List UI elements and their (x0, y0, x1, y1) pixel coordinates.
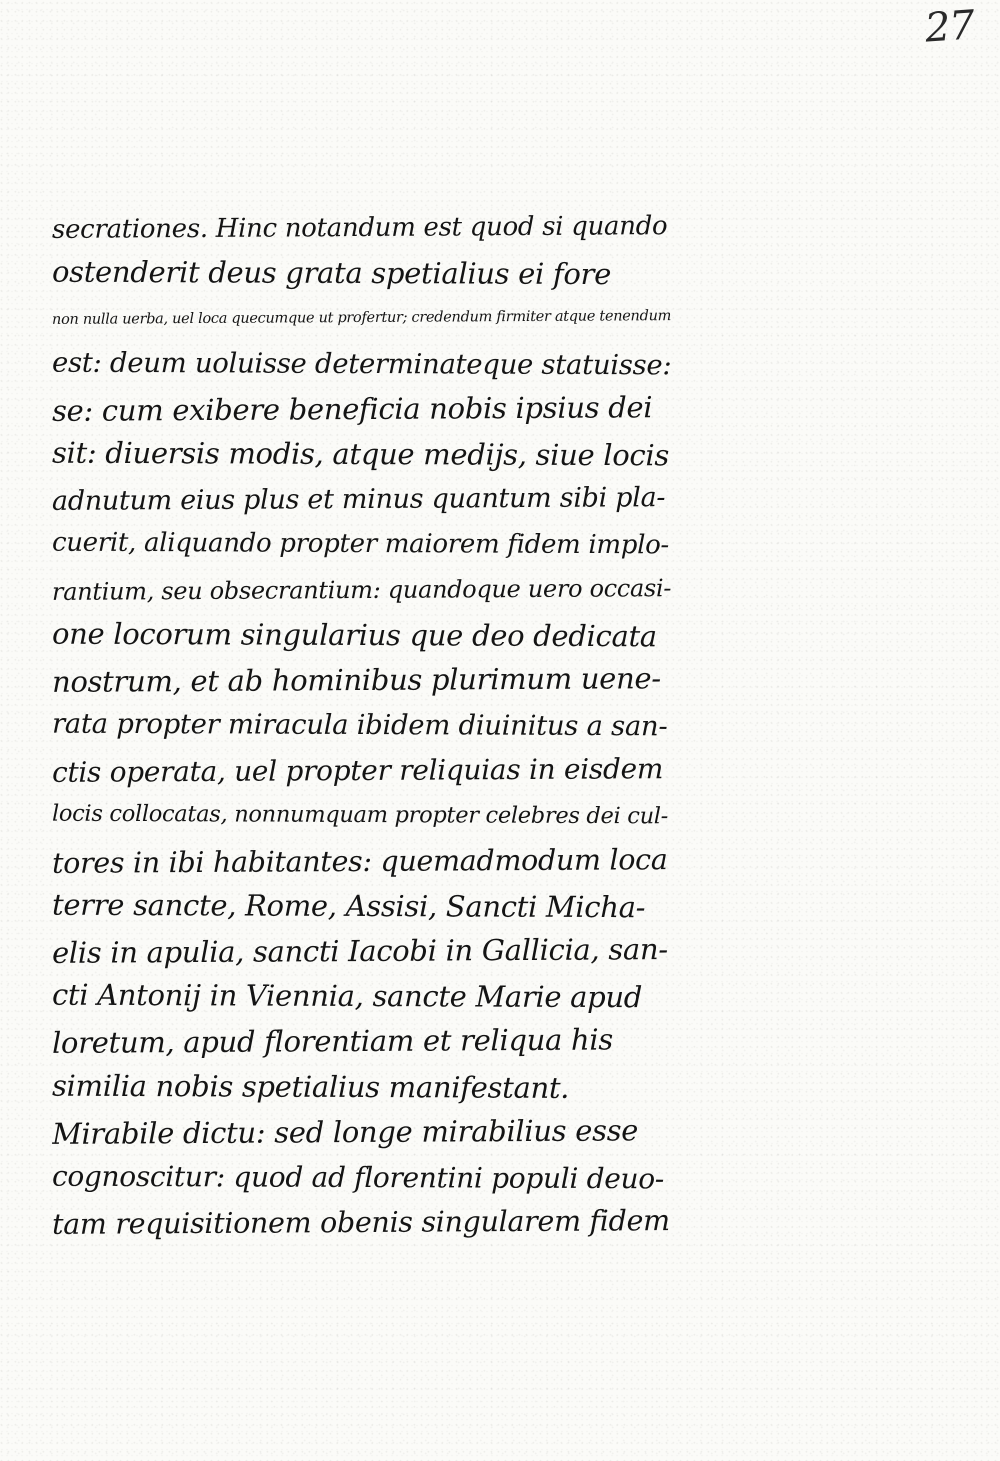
manuscript-line: sit: diuersis modis, atque medijs, siue locis (51, 435, 670, 473)
manuscript-line: elis in apulia, sancti Iacobi in Gallicia, san- (51, 932, 668, 970)
manuscript-line: est: deum uoluisse determinateque statuisse: (51, 346, 672, 381)
manuscript-line: nostrum, et ab hominibus plurimum uene- (51, 661, 661, 699)
folio-number: 27 (923, 2, 976, 52)
manuscript-line: similia nobis spetialius manifestant. (51, 1068, 570, 1105)
manuscript-line: cti Antonij in Viennia, sancte Marie apud (51, 977, 643, 1015)
manuscript-line: rantium, seu obsecrantium: quandoque uero occasi- (51, 573, 672, 606)
manuscript-line: se: cum exibere beneficia nobis ipsius dei (51, 389, 653, 428)
manuscript-line: cognoscitur: quod ad florentini populi deuo- (51, 1159, 665, 1196)
manuscript-line: non nulla uerba, uel loca quecumque ut profertur; credendum firmiter atque tenendum (51, 308, 672, 329)
manuscript-line: ctis operata, uel propter reliquias in eisdem (51, 752, 664, 790)
manuscript-line: locis collocatas, nonnumquam propter celebres dei cul- (51, 801, 669, 830)
manuscript-line: ostenderit deus grata spetialius ei fore (51, 254, 612, 292)
manuscript-line: tores in ibi habitantes: quemadmodum loca (51, 842, 668, 880)
manuscript-line: tam requisitionem obenis singularem fidem (51, 1204, 670, 1242)
manuscript-line: one locorum singularius que deo dedicata (51, 616, 657, 653)
manuscript-line: cuerit, aliquando propter maiorem fidem implo- (51, 527, 670, 561)
manuscript-line: loretum, apud florentiam et reliqua his (51, 1022, 614, 1061)
manuscript-text-block (52, 206, 672, 1245)
manuscript-line: terre sancte, Rome, Assisi, Sancti Micha- (51, 887, 646, 925)
manuscript-line: Mirabile dictu: sed longe mirabilius esse (51, 1113, 639, 1151)
manuscript-line: rata propter miracula ibidem diuinitus a san- (51, 707, 668, 743)
manuscript-line: secrationes. Hinc notandum est quod si quando (51, 211, 668, 245)
manuscript-line: adnutum eius plus et minus quantum sibi pla- (51, 482, 666, 518)
